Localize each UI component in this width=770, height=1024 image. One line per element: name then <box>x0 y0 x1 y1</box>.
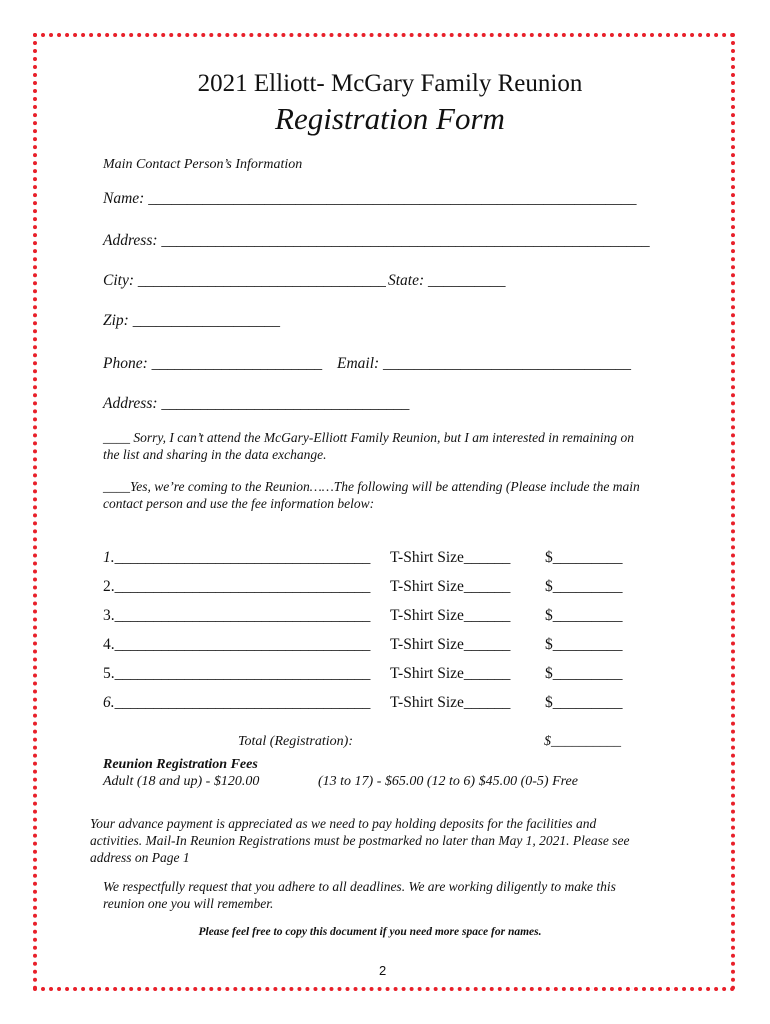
fees-heading: Reunion Registration Fees <box>103 757 258 772</box>
attendee-name-5[interactable]: 5._________________________________ <box>103 665 371 682</box>
attendee-name-6[interactable]: 6._________________________________ <box>103 694 371 711</box>
email-field[interactable]: Email: ________________________________ <box>337 355 632 372</box>
attendee-name-4[interactable]: 4._________________________________ <box>103 636 371 653</box>
address2-field[interactable]: Address: ________________________________ <box>103 395 410 412</box>
payment-note: Your advance payment is appreciated as we need to pay holding deposits for the facilities and activities. Mail-In Reunion Registrations must be postmarked no later than May 1, 2021. Please see address on Page 1 <box>90 816 630 865</box>
attendee-name-1[interactable]: 1._________________________________ <box>103 549 371 566</box>
fee-youth: (13 to 17) - $65.00 (12 to 6) $45.00 (0-5) Free <box>318 774 578 789</box>
page-number: 2 <box>379 963 387 978</box>
state-field[interactable]: State: __________ <box>388 272 506 289</box>
attendee-name-3[interactable]: 3._________________________________ <box>103 607 371 624</box>
name-field[interactable]: Name: _______________________________________________________________ <box>103 190 637 207</box>
attendee-fee-5[interactable]: $_________ <box>545 665 623 682</box>
form-title: Registration Form <box>275 101 505 136</box>
yes-option[interactable]: ____Yes, we’re coming to the Reunion……The following will be attending (Please include the main contact person and use the fee information below: <box>103 479 640 511</box>
phone-field[interactable]: Phone: ______________________ <box>103 355 323 372</box>
attendee-shirt-size-5[interactable]: T-Shirt Size______ <box>390 665 511 682</box>
attendee-shirt-size-6[interactable]: T-Shirt Size______ <box>390 694 511 711</box>
copy-note: Please feel free to copy this document if you need more space for names. <box>198 926 542 938</box>
fee-adult: Adult (18 and up) - $120.00 <box>103 774 260 789</box>
attendee-shirt-size-4[interactable]: T-Shirt Size______ <box>390 636 511 653</box>
total-label: Total (Registration): <box>238 734 353 749</box>
attendee-shirt-size-3[interactable]: T-Shirt Size______ <box>390 607 511 624</box>
zip-field[interactable]: Zip: ___________________ <box>103 312 280 329</box>
attendee-name-2[interactable]: 2._________________________________ <box>103 578 371 595</box>
event-title: 2021 Elliott- McGary Family Reunion <box>197 70 583 97</box>
attendee-shirt-size-2[interactable]: T-Shirt Size______ <box>390 578 511 595</box>
total-value[interactable]: $__________ <box>544 734 621 749</box>
city-field[interactable]: City: ________________________________ <box>103 272 386 289</box>
attendee-fee-1[interactable]: $_________ <box>545 549 623 566</box>
attendee-fee-4[interactable]: $_________ <box>545 636 623 653</box>
attendee-fee-2[interactable]: $_________ <box>545 578 623 595</box>
address-field[interactable]: Address: _______________________________________________________________ <box>103 232 650 249</box>
sorry-option[interactable]: ____ Sorry, I can’t attend the McGary-Elliott Family Reunion, but I am interested in remaining on the list and sharing in the data exchange. <box>103 430 635 462</box>
attendee-fee-3[interactable]: $_________ <box>545 607 623 624</box>
deadlines-note: We respectfully request that you adhere to all deadlines. We are working diligently to make this reunion one you will remember. <box>103 879 616 911</box>
attendee-shirt-size-1[interactable]: T-Shirt Size______ <box>390 549 511 566</box>
attendee-fee-6[interactable]: $_________ <box>545 694 623 711</box>
section-label: Main Contact Person’s Information <box>103 157 303 172</box>
